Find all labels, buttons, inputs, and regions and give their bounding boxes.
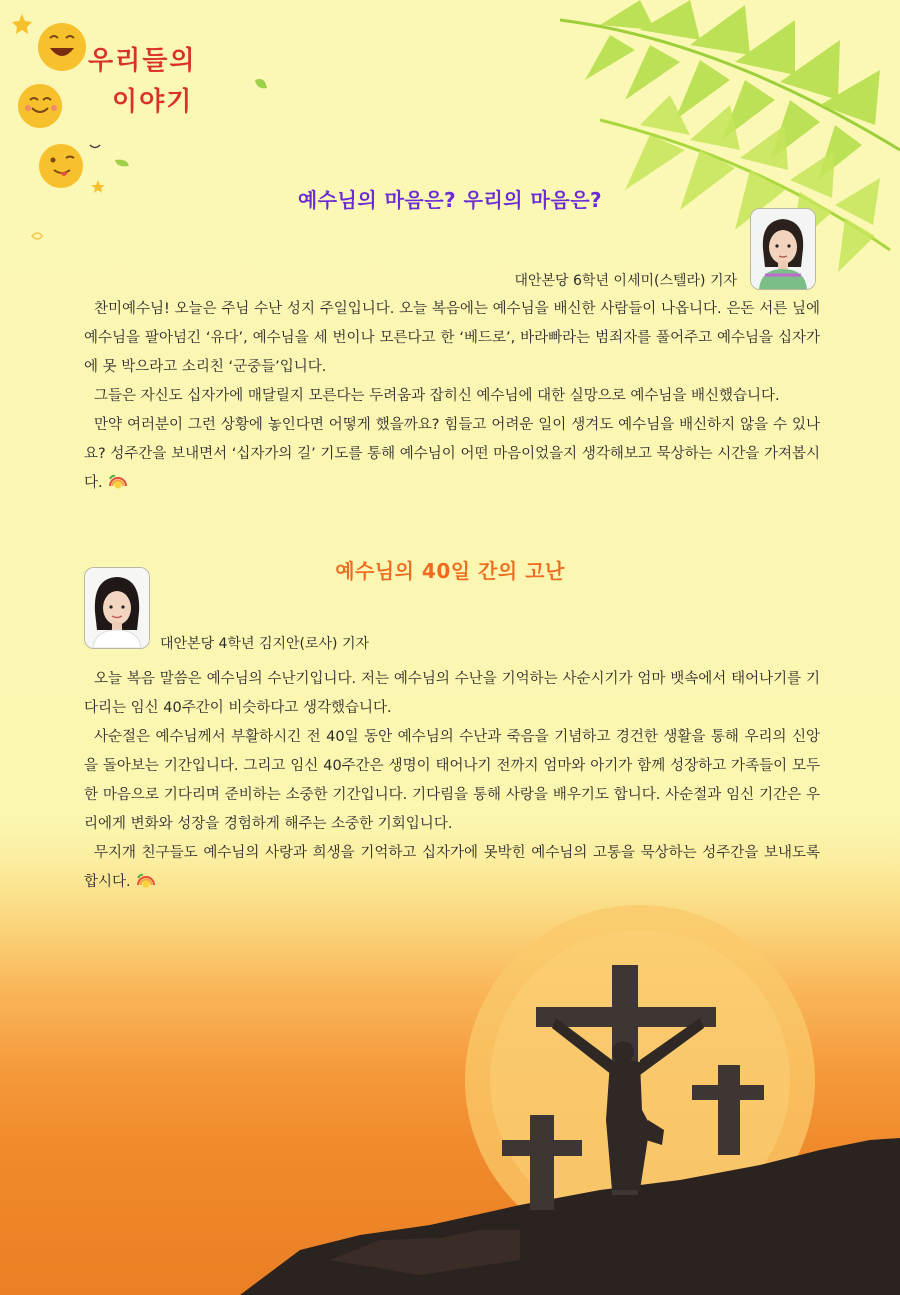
- reporter-1-photo: [750, 208, 816, 290]
- rainbow-end-mark-icon: [135, 871, 157, 889]
- article-1-byline: 대안본당 6학년 이세미(스텔라) 기자: [514, 273, 737, 289]
- article-1-paragraph: 찬미예수님! 오늘은 주님 수난 성지 주일입니다. 오늘 복음에는 예수님을 배신한 사람들이 나옵니다. 은돈 서른 닢에 예수님을 팔아넘긴 ‘유다’, 예수님을 세 번이나 모른다고 한 ‘베드로’, 바라빠라는 범죄자를 풀어주고 예수님을 십자가에 못 박으라고 소리친 ‘군중들’입니다.: [84, 301, 820, 375]
- column-title-line1: 우리들의: [88, 46, 197, 76]
- article-1-body: [84, 295, 820, 498]
- rainbow-end-mark-icon: [107, 472, 129, 490]
- article-2-title: 예수님의 40일 간의 고난: [335, 559, 565, 583]
- article-1-paragraph: 만약 여러분이 그런 상황에 놓인다면 어떻게 했을까요? 힘들고 어려운 일이 생겨도 예수님을 배신하지 않을 수 있나요? 성주간을 보내면서 ‘십자가의 길’ 기도를 통해 예수님이 어떤 마음이었을지 생각해보고 묵상하는 시간을 가져봅시다.: [84, 417, 820, 491]
- reporter-2-photo: [84, 567, 150, 649]
- article-2-paragraph: 사순절은 예수님께서 부활하시긴 전 40일 동안 예수님의 수난과 죽음을 기념하고 경건한 생활을 통해 우리의 신앙을 돌아보는 기간입니다. 그리고 임신 40주간은 생명이 태어나기 전까지 엄마와 아기가 함께 성장하고 가족들이 모두 한 마음으로 기다리며 준비하는 소중한 기간입니다. 기다림을 통해 사랑을 배우기도 합니다. 사순절과 임신 기간은 우리에게 변화와 성장을 경험하게 해주는 소중한 기회입니다.: [84, 729, 820, 832]
- article-1-paragraph: 그들은 자신도 십자가에 매달릴지 모른다는 두려움과 잡히신 예수님에 대한 실망으로 예수님을 배신했습니다.: [94, 388, 780, 404]
- column-title-line2: 이야기: [112, 87, 194, 117]
- article-1-title: 예수님의 마음은? 우리의 마음은?: [297, 188, 603, 212]
- article-2-paragraph: 무지개 친구들도 예수님의 사랑과 희생을 기억하고 십자가에 못박힌 예수님의 고통을 묵상하는 성주간을 보내도록 합시다.: [84, 845, 820, 890]
- article-2-body: [84, 665, 820, 897]
- article-2-byline: 대안본당 4학년 김지안(로사) 기자: [160, 636, 369, 652]
- article-2-paragraph: 오늘 복음 말씀은 예수님의 수난기입니다. 저는 예수님의 수난을 기억하는 사순시기가 엄마 뱃속에서 태어나기를 기다리는 임신 40주간이 비슷하다고 생각했습니다.: [84, 671, 820, 716]
